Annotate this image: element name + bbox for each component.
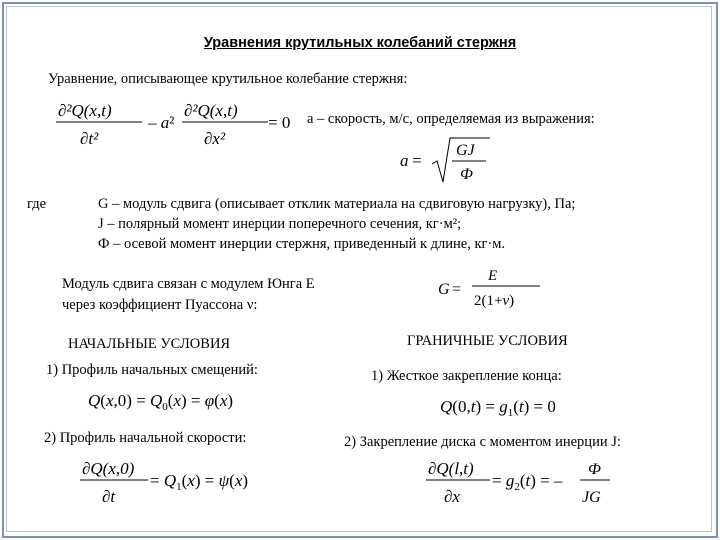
boundary-conditions-heading: ГРАНИЧНЫЕ УСЛОВИЯ xyxy=(407,333,568,349)
shear-modulus-formula xyxy=(436,264,556,314)
svg-text:∂x²: ∂x² xyxy=(204,129,226,148)
fixed-end-formula xyxy=(438,390,598,420)
svg-text:∂²Q(x,t): ∂²Q(x,t) xyxy=(58,101,112,120)
svg-text:a: a xyxy=(400,151,409,170)
intro-text: Уравнение, описывающее крутильное колебание стержня: xyxy=(48,71,408,87)
svg-text:G: G xyxy=(438,281,450,298)
shear-note-line1: Модуль сдвига связан с модулем Юнга E xyxy=(62,276,315,292)
svg-text:GJ: GJ xyxy=(456,142,475,159)
initial-conditions-heading: НАЧАЛЬНЫЕ УСЛОВИЯ xyxy=(68,336,231,352)
def-phi: Ф – осевой момент инерции стержня, приведенный к длине, кг·м. xyxy=(98,236,506,252)
a-formula xyxy=(398,134,498,190)
svg-text:= Q1(x) = ψ(x): = $Q_1(x) = \psi(x)$ xyxy=(150,471,249,493)
svg-text:=: = xyxy=(412,151,422,170)
svg-text:Ф: Ф xyxy=(588,461,601,478)
def-g: G – модуль сдвига (описывает отклик материала на сдвиговую нагрузку), Па; xyxy=(98,196,576,212)
initial-item-1: 1) Профиль начальных смещений: xyxy=(46,362,258,378)
svg-text:∂Q(x,0): ∂Q(x,0) xyxy=(82,459,135,478)
svg-text:Ф: Ф xyxy=(460,166,473,183)
svg-text:∂x: ∂x xyxy=(444,487,460,506)
where-label: где xyxy=(27,196,47,212)
boundary-item-2: 2) Закрепление диска с моментом инерции J: xyxy=(344,434,621,450)
svg-text:E: E xyxy=(488,268,498,284)
svg-text:∂²Q(x,t): ∂²Q(x,t) xyxy=(184,101,238,120)
def-j: J – полярный момент инерции поперечного сечения, кг·м²; xyxy=(98,216,462,232)
svg-text:Q(0,t) = g1(t) = 0: $Q(0,t) = g_1(t) = 0$ xyxy=(440,397,556,419)
svg-text:2(1+ν): 2(1+ν) xyxy=(474,293,515,309)
slide-title: Уравнения крутильных колебаний стержня xyxy=(203,35,517,51)
initial-velocity-formula xyxy=(78,454,278,510)
initial-item-2: 2) Профиль начальной скорости: xyxy=(44,430,247,446)
svg-text:∂t: ∂t xyxy=(102,487,116,506)
svg-text:= 0: = 0 xyxy=(268,113,291,132)
a-description: a – скорость, м/с, определяемая из выражения: xyxy=(307,111,595,127)
boundary-item-1: 1) Жесткое закрепление конца: xyxy=(371,368,562,384)
svg-text:=: = xyxy=(452,281,462,298)
shear-note-line2: через коэффициент Пуассона ν: xyxy=(62,297,258,313)
svg-text:= g2(t) = –: = $g_2(t)$ = – xyxy=(492,471,563,493)
svg-text:JG: JG xyxy=(582,489,601,506)
disk-boundary-formula xyxy=(424,454,624,514)
svg-text:∂Q(l,t): ∂Q(l,t) xyxy=(428,459,474,478)
svg-text:∂t²: ∂t² xyxy=(80,129,99,148)
svg-text:– a²: – a² xyxy=(148,113,175,132)
initial-displacement-formula xyxy=(86,384,276,414)
wave-equation xyxy=(50,96,291,152)
svg-text:Q(x,0) = Q0(x) = φ(x): $Q(x,0) = Q_0(x) = \varphi(x)$ xyxy=(88,391,234,413)
